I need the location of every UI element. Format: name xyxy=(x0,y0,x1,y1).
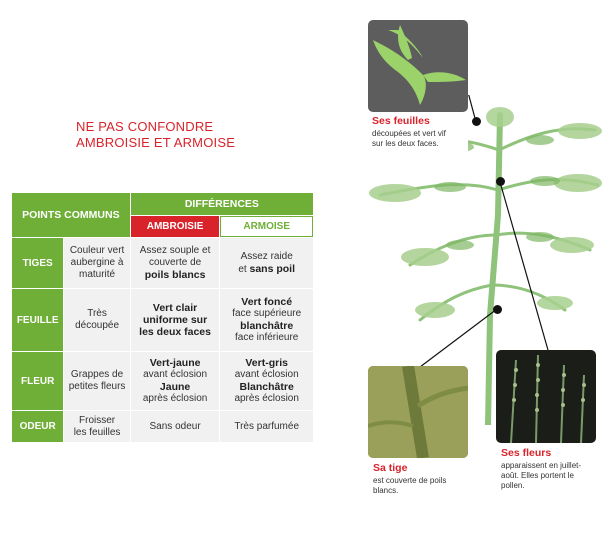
card-tige-title: Sa tige xyxy=(373,462,408,474)
cell-ambroisie: Assez souple et couverte de poils blancs xyxy=(131,238,220,288)
title-line-1: NE PAS CONFONDRE xyxy=(76,119,214,134)
page-title xyxy=(76,119,235,151)
cell-common: Froisser les feuilles xyxy=(64,411,129,442)
photo-tige xyxy=(368,366,468,458)
card-feuilles-title: Ses feuilles xyxy=(372,115,430,127)
comparison-table xyxy=(11,192,314,443)
cell-ambroisie: Vert clair uniforme sur les deux faces xyxy=(131,289,220,351)
cell-common: Grappes de petites fleurs xyxy=(64,352,129,410)
cell-armoise: Vert foncé face supérieure blanchâtre face inférieure xyxy=(220,289,313,351)
table-row xyxy=(12,289,313,351)
header-armoise: ARMOISE xyxy=(220,216,313,237)
header-ambroisie: AMBROISIE xyxy=(131,216,220,237)
cell-armoise: Très parfumée xyxy=(220,411,313,442)
card-fleurs-title: Ses fleurs xyxy=(501,447,552,459)
card-tige-text: est couverte de poils blancs. xyxy=(373,476,447,495)
cell-common: Très découpée xyxy=(64,289,129,351)
cell-ambroisie: Sans odeur xyxy=(131,411,220,442)
card-feuilles-text: découpées et vert vif sur les deux faces. xyxy=(372,129,446,148)
card-fleurs xyxy=(496,443,596,498)
row-label-feuille: FEUILLE xyxy=(12,289,63,351)
cell-common: Couleur vert aubergine à maturité xyxy=(64,238,129,288)
row-label-fleur: FLEUR xyxy=(12,352,63,410)
callout-dot-fleurs xyxy=(496,177,505,186)
header-differences: DIFFÉRENCES xyxy=(131,193,313,215)
cell-armoise: Assez raide et sans poil xyxy=(220,238,313,288)
card-fleurs-text: apparaissent en juillet- août. Elles portent le pollen. xyxy=(501,461,582,490)
callout-dot-feuilles xyxy=(472,117,481,126)
card-feuilles xyxy=(368,112,468,154)
table-row xyxy=(12,238,313,288)
table-row xyxy=(12,352,313,410)
cell-ambroisie: Vert-jaune avant éclosion Jaune après éclosion xyxy=(131,352,220,410)
row-label-odeur: ODEUR xyxy=(12,411,63,442)
photo-fleurs xyxy=(496,350,596,443)
cell-armoise: Vert-gris avant éclosion Blanchâtre après éclosion xyxy=(220,352,313,410)
header-points-communs: POINTS COMMUNS xyxy=(12,193,130,237)
table-row xyxy=(12,411,313,442)
photo-feuilles xyxy=(368,20,468,112)
callout-dot-tige xyxy=(493,305,502,314)
title-line-2: AMBROISIE ET ARMOISE xyxy=(76,135,236,150)
card-tige xyxy=(368,458,468,502)
row-label-tiges: TIGES xyxy=(12,238,63,288)
